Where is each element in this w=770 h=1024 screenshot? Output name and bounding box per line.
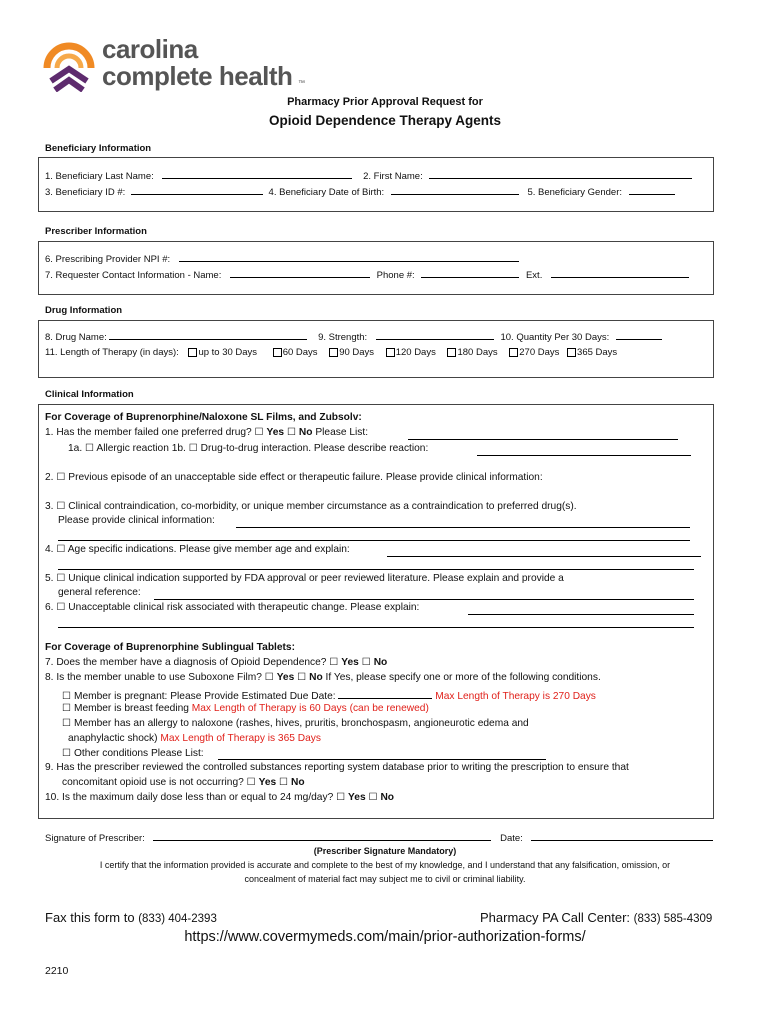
q2: 2. ☐ Previous episode of an unacceptable side effect or therapeutic failure. Please provide clinical information: [45,472,543,483]
first-name-label: 2. First Name: [363,171,423,182]
length-option-270[interactable]: 270 Days [508,347,559,358]
q9-no[interactable]: No [291,777,305,788]
due-date-field[interactable] [338,688,432,699]
logo-mark-icon [40,34,98,92]
q8a-checkbox[interactable]: ☐ Member is pregnant: Please Provide Estimated Due Date: [62,691,336,702]
q9b: concomitant opioid use is not occurring? ☐ Yes ☐ No [62,777,305,788]
strength-field[interactable] [376,330,494,340]
q10-no-checkbox[interactable]: ☐ [368,792,378,803]
q1a-field[interactable] [477,455,691,456]
q8b: ☐ Member is breast feeding Max Length of Therapy is 60 Days (can be renewed) [62,703,429,714]
form-subtitle: Opioid Dependence Therapy Agents [268,113,502,128]
row-drug [45,330,662,343]
row-contact [45,268,689,281]
q10-yes[interactable]: Yes [348,792,366,803]
q5: 5. ☐ Unique clinical indication supported by FDA approval or peer reviewed literature. Please explain and provide a [45,573,564,584]
q6: 6. ☐ Unacceptable clinical risk associated with therapeutic change. Please explain: [45,602,420,613]
beneficiary-heading: Beneficiary Information [45,143,152,154]
q9-no-checkbox[interactable]: ☐ [279,777,289,788]
q4-field-1[interactable] [387,556,701,557]
phone-field[interactable] [421,268,519,278]
row-length [45,347,617,358]
q1-yes[interactable]: Yes [266,427,285,438]
q4: 4. ☐ Age specific indications. Please give member age and explain: [45,544,350,555]
q3-field-1[interactable] [236,527,690,528]
q8d[interactable]: ☐ Other conditions Please List: [62,748,204,759]
q8-no[interactable]: No [309,672,323,683]
checkbox-icon [567,348,576,357]
q7-no-checkbox[interactable]: ☐ [361,657,371,668]
q8c-2: anaphylactic shock) Max Length of Therapy is 365 Days [68,733,321,744]
checkbox-icon [329,348,338,357]
checkbox-icon [509,348,518,357]
last-name-field[interactable] [162,169,352,179]
q8d-field[interactable] [218,759,546,760]
date-field[interactable] [531,831,713,841]
q8: 8. Is the member unable to use Suboxone Film? ☐ Yes ☐ No If Yes, please specify one or more of the following conditions. [45,672,601,683]
gender-field[interactable] [629,185,675,195]
drug-heading: Drug Information [45,305,123,316]
signature-row [45,831,713,844]
length-option-120[interactable]: 120 Days [385,347,436,358]
npi-field[interactable] [179,252,519,262]
logo-tm: ™ [298,80,305,87]
q1-no-checkbox[interactable]: ☐ [286,427,297,438]
length-option-365[interactable]: 365 Days [566,347,617,358]
q7: 7. Does the member have a diagnosis of Opioid Dependence? ☐ Yes ☐ No [45,657,388,668]
q5b: general reference: [58,587,141,598]
gender-label: 5. Beneficiary Gender: [527,187,622,198]
contact-name-field[interactable] [230,268,370,278]
phone-label: Phone #: [376,270,415,281]
length-option-180[interactable]: 180 Days [446,347,497,358]
q8-no-checkbox[interactable]: ☐ [297,672,307,683]
q8b-checkbox[interactable]: ☐ Member is breast feeding [62,703,189,714]
q1-no[interactable]: No [298,427,313,438]
q8a: ☐ Member is pregnant: Please Provide Estimated Due Date: Max Length of Therapy is 270 Days [62,688,596,702]
quantity-label: 10. Quantity Per 30 Days: [500,332,610,343]
certify-line2: concealment of material fact may subject me to civil or criminal liability. [244,874,526,884]
dob-field[interactable] [391,185,519,195]
dob-label: 4. Beneficiary Date of Birth: [268,187,385,198]
q3b: Please provide clinical information: [58,515,215,526]
strength-label: 9. Strength: [318,332,368,343]
covermymeds-link[interactable]: https://www.covermymeds.com/main/prior-authorization-forms/ [184,929,586,945]
q3: 3. ☐ Clinical contraindication, co-morbidity, or unique member circumstance as a contraindication to preferred drug(s). [45,501,577,512]
certify-line1: I certify that the information provided is accurate and complete to the best of my knowledge, and I understand that any falsification, omission, or [99,860,671,870]
q3-field-2[interactable] [58,540,690,541]
logo [40,34,310,92]
first-name-field[interactable] [429,169,692,179]
quantity-field[interactable] [616,330,662,340]
q10-no[interactable]: No [380,792,395,803]
row-npi [45,252,519,265]
logo-line2: complete health [102,61,293,91]
contact-label: 7. Requester Contact Information - Name: [45,270,222,281]
q7-no[interactable]: No [373,657,388,668]
fax-label: Fax this form to [45,910,135,925]
q9: 9. Has the prescriber reviewed the controlled substances reporting system database prior to writing the prescription to ensure that [45,762,629,773]
fax-line [45,910,217,925]
row-names [45,169,692,182]
length-option-60[interactable]: 60 Days [272,347,318,358]
call-number: (833) 585-4309 [633,913,713,925]
q6-field-2[interactable] [58,627,694,628]
form-code: 2210 [45,965,69,977]
q8-yes[interactable]: Yes [276,672,295,683]
signature-field[interactable] [153,831,491,841]
q10: 10. Is the maximum daily dose less than or equal to 24 mg/day? ☐ Yes ☐ No [45,792,395,803]
q1a: 1a. ☐ Allergic reaction 1b. ☐ Drug-to-drug interaction. Please describe reaction: [68,443,429,454]
beneficiary-id-label: 3. Beneficiary ID #: [45,187,126,198]
checkbox-icon [386,348,395,357]
drug-name-label: 8. Drug Name: [45,332,107,343]
q4-field-2[interactable] [58,569,694,570]
date-label: Date: [500,833,523,844]
q5-field[interactable] [154,599,694,600]
last-name-label: 1. Beneficiary Last Name: [45,171,154,182]
drug-name-field[interactable] [109,330,307,340]
length-option-30[interactable]: up to 30 Days [187,347,257,358]
q1-list-field[interactable] [408,439,678,440]
form-title: Pharmacy Prior Approval Request for [287,96,483,108]
call-label: Pharmacy PA Call Center: [480,910,631,925]
beneficiary-id-field[interactable] [131,185,263,195]
length-option-90[interactable]: 90 Days [328,347,374,358]
ext-field[interactable] [551,268,689,278]
checkbox-icon [273,348,282,357]
ext-label: Ext. [525,270,543,281]
q8c[interactable]: ☐ Member has an allergy to naloxone (rashes, hives, pruritis, bronchospasm, angioneurotic edema and [62,718,529,729]
checkbox-icon [188,348,197,357]
signature-mandatory: (Prescriber Signature Mandatory) [313,846,457,856]
sec1-title: For Coverage of Buprenorphine/Naloxone SL Films, and Zubsolv: [45,412,362,423]
signature-label: Signature of Prescriber: [45,833,145,844]
row-id [45,185,675,198]
q7-yes[interactable]: Yes [341,657,359,668]
q9-yes[interactable]: Yes [258,777,277,788]
q6-field-1[interactable] [468,614,694,615]
checkbox-icon [447,348,456,357]
fax-number: (833) 404-2393 [138,913,217,925]
call-line [480,910,712,925]
clinical-heading: Clinical Information [45,389,134,400]
length-label: 11. Length of Therapy (in days): [45,347,179,358]
sec2-title: For Coverage of Buprenorphine Sublingual Tablets: [45,642,295,653]
prescriber-heading: Prescriber Information [45,226,147,237]
npi-label: 6. Prescribing Provider NPI #: [45,254,171,265]
logo-line1: carolina [102,34,198,64]
q1: 1. Has the member failed one preferred drug? ☐ Yes ☐ No Please List: [45,427,369,438]
